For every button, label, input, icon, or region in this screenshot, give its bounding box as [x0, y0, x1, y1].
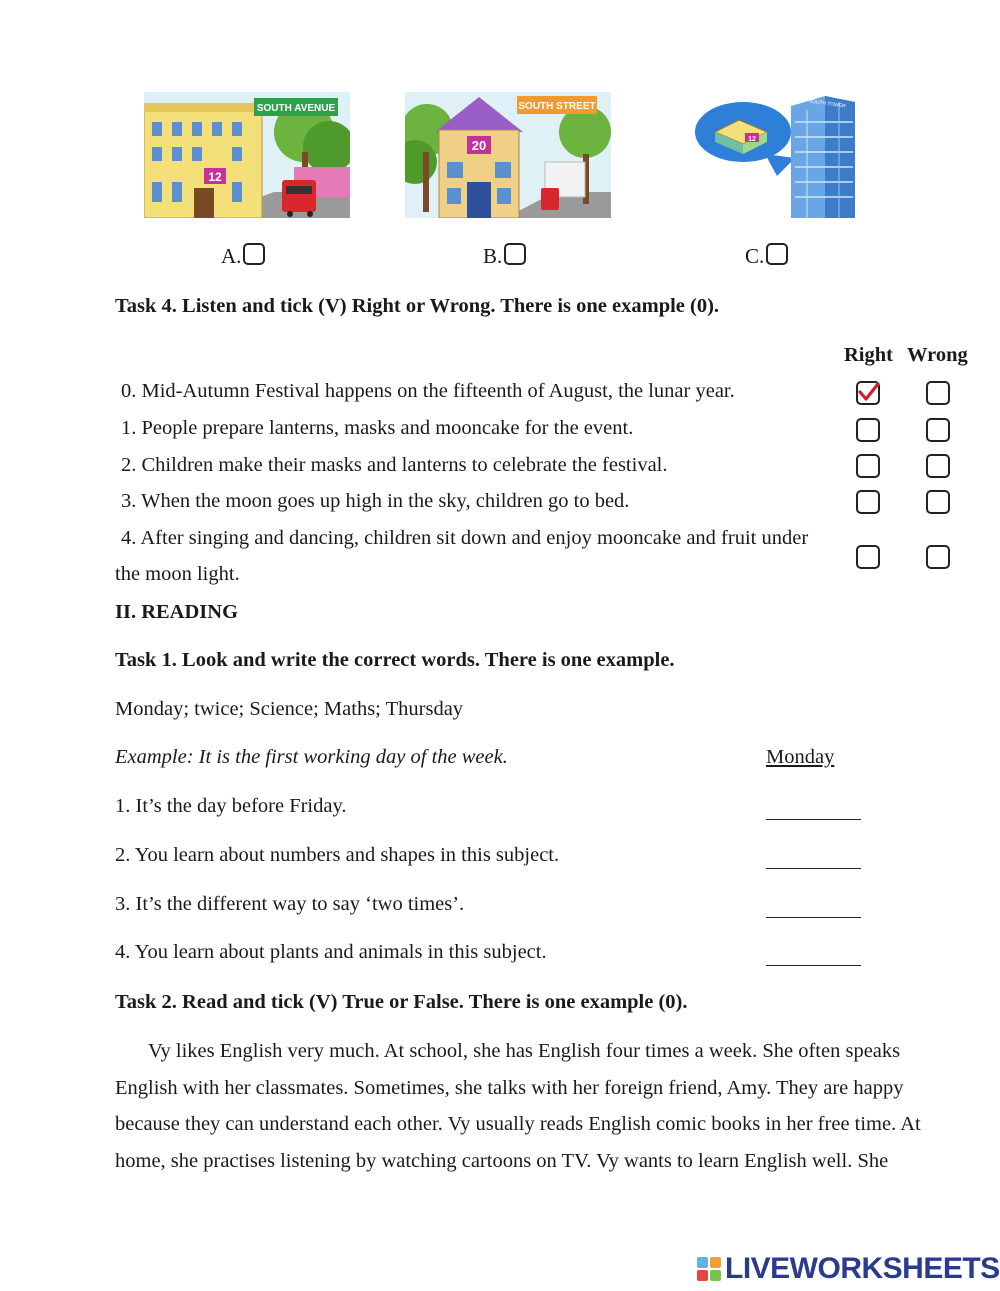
task4-item-4: 4. After singing and dancing, children sit down and enjoy mooncake and fruit under — [121, 527, 809, 549]
task4-item-1: 1. People prepare lanterns, masks and mooncake for the event. — [121, 417, 634, 439]
option-b-label: B. — [483, 244, 503, 268]
task4-item-3: 3. When the moon goes up high in the sky, children go to bed. — [121, 490, 630, 512]
picture-c — [695, 92, 901, 218]
task4-item-0: 0. Mid-Autumn Festival happens on the fifteenth of August, the lunar year. — [121, 380, 735, 402]
option-a-checkbox[interactable] — [243, 243, 265, 265]
logo-cube-e — [710, 1270, 721, 1281]
picture-c-number: 12 — [748, 136, 756, 143]
example-sentence: Example: It is the first working day of the week. — [115, 746, 508, 768]
task1-question-1: 1. It’s the day before Friday. — [115, 795, 347, 817]
item-3-wrong-checkbox[interactable] — [926, 490, 950, 514]
task4-title: Task 4. Listen and tick (V) Right or Wrong. There is one example (0). — [115, 295, 720, 317]
item-1-wrong-checkbox[interactable] — [926, 418, 950, 442]
example-answer: Monday — [766, 746, 835, 768]
task1-question-2: 2. You learn about numbers and shapes in this subject. — [115, 844, 560, 866]
task1-question-3: 3. It’s the different way to say ‘two times’. — [115, 893, 465, 915]
answer-field-3[interactable] — [766, 893, 861, 918]
picture-b-street-sign: SOUTH STREET — [518, 101, 596, 112]
item-4-right-checkbox[interactable] — [856, 545, 880, 569]
answer-field-2[interactable] — [766, 844, 861, 869]
picture-a-street-sign: SOUTH AVENUE — [256, 103, 336, 114]
task4-item-4-continued: the moon light. — [115, 563, 240, 585]
item-0-wrong-checkbox[interactable] — [926, 381, 950, 405]
item-2-wrong-checkbox[interactable] — [926, 454, 950, 478]
column-right-header: Right — [844, 344, 893, 366]
liveworksheets-logo[interactable] — [697, 1252, 1000, 1286]
answer-field-4[interactable] — [766, 941, 861, 966]
item-1-right-checkbox[interactable] — [856, 418, 880, 442]
checkmark-icon — [856, 380, 880, 404]
option-a — [221, 243, 265, 269]
reading-heading: II. READING — [115, 601, 239, 623]
option-c-checkbox[interactable] — [766, 243, 788, 265]
reading-task1-title: Task 1. Look and write the correct words. There is one example. — [115, 649, 675, 671]
logo-cube-l — [697, 1257, 708, 1268]
reading-passage: Vy likes English very much. At school, she has English four times a week. She often speaks English with her classmates. Sometimes, she talks with her foreign friend, Amy. They are happy because they can understand each other. Vy usually reads English comic books in her free time. At home, she practises listening by watching cartoons on TV. Vy wants to learn English well. She — [115, 1040, 921, 1172]
option-c-label: C. — [745, 244, 765, 268]
item-0-right-checkbox[interactable] — [856, 381, 880, 405]
option-b — [483, 243, 526, 269]
picture-a-number: 12 — [208, 170, 222, 184]
item-2-right-checkbox[interactable] — [856, 454, 880, 478]
reading-task2-title: Task 2. Read and tick (V) True or False. There is one example (0). — [115, 991, 688, 1013]
logo-cubes-icon — [697, 1257, 721, 1281]
logo-text: LIVEWORKSHEETS — [725, 1252, 1000, 1285]
picture-a — [144, 92, 350, 218]
picture-b-number: 20 — [471, 138, 487, 153]
logo-cube-i — [710, 1257, 721, 1268]
task4-item-2: 2. Children make their masks and lanterns to celebrate the festival. — [121, 454, 668, 476]
column-wrong-header: Wrong — [907, 344, 968, 366]
option-b-checkbox[interactable] — [504, 243, 526, 265]
picture-c-tower-sign: SOUTH TOWER — [808, 98, 847, 110]
answer-field-1[interactable] — [766, 795, 861, 820]
word-bank: Monday; twice; Science; Maths; Thursday — [115, 698, 464, 720]
logo-cube-v — [697, 1270, 708, 1281]
picture-b — [405, 92, 611, 218]
task1-question-4: 4. You learn about plants and animals in this subject. — [115, 941, 547, 963]
option-c — [745, 243, 788, 269]
option-a-label: A. — [221, 244, 242, 268]
item-3-right-checkbox[interactable] — [856, 490, 880, 514]
item-4-wrong-checkbox[interactable] — [926, 545, 950, 569]
